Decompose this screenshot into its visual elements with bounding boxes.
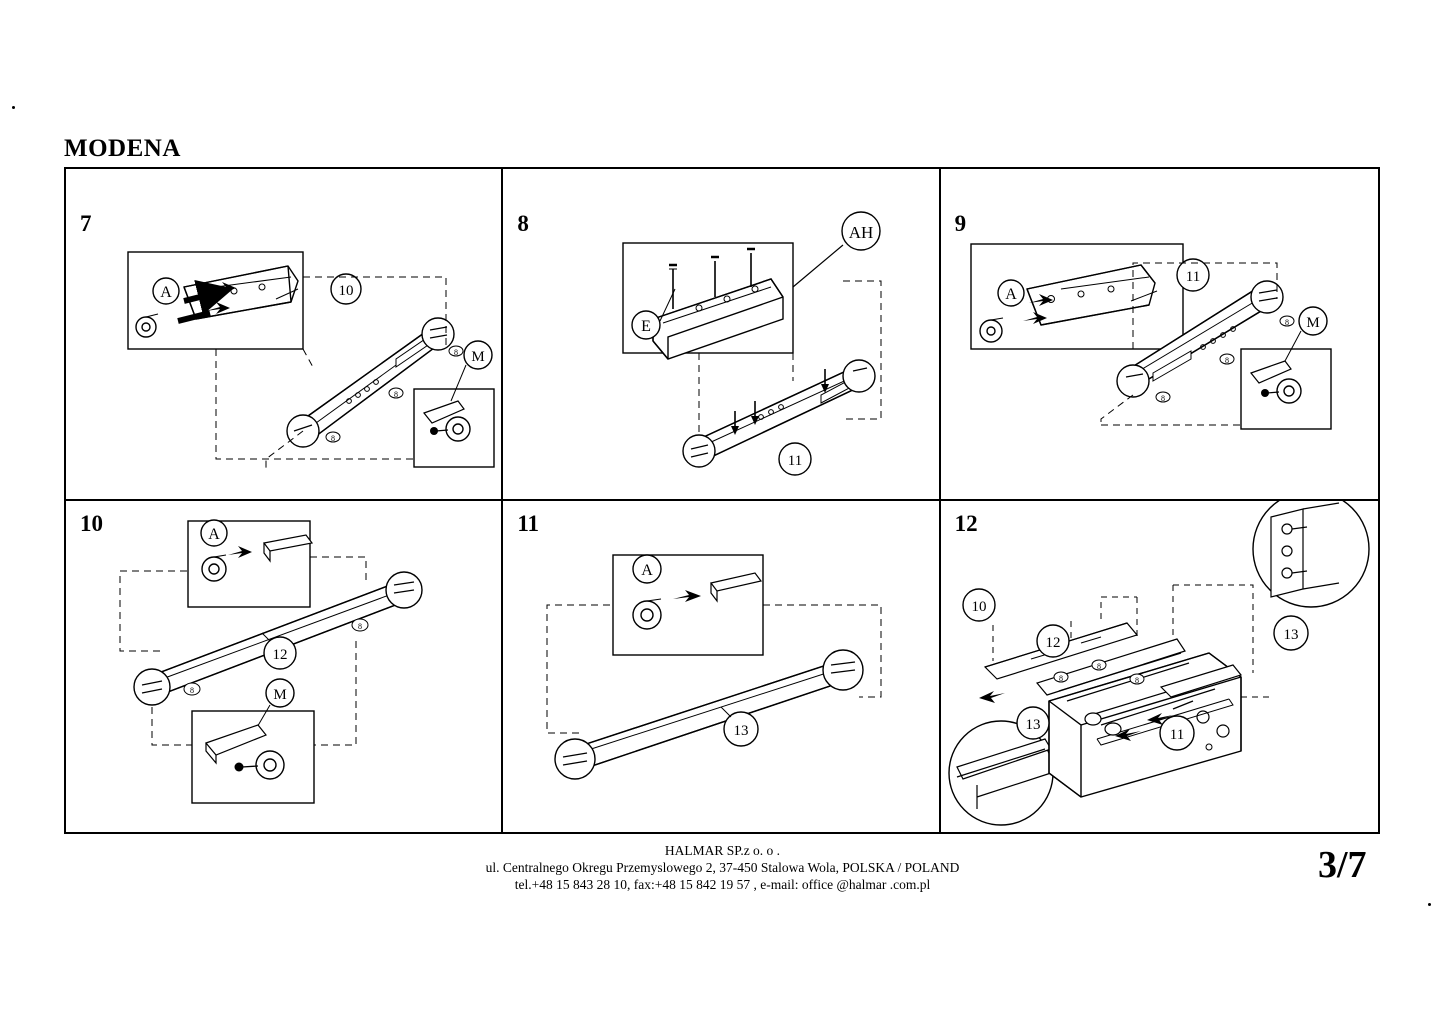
- svg-text:12: 12: [272, 646, 288, 663]
- step-number-12: 12: [954, 510, 978, 536]
- step-number-10: 10: [80, 510, 103, 536]
- step-11-illustration: [503, 501, 938, 833]
- svg-text:12: 12: [1045, 634, 1061, 651]
- svg-text:8: 8: [394, 390, 398, 399]
- step-number-8: 8: [517, 211, 529, 236]
- corner-mark-bottom-right: [1428, 903, 1431, 906]
- svg-text:8: 8: [358, 621, 362, 631]
- step-panel-9: [941, 169, 1378, 501]
- svg-text:A: A: [1004, 286, 1017, 303]
- svg-text:10: 10: [971, 598, 987, 615]
- step-10-illustration: [66, 501, 501, 833]
- svg-text:13: 13: [1283, 626, 1299, 643]
- step-panel-8: [503, 169, 940, 501]
- step-panel-11: [503, 501, 940, 833]
- svg-text:13: 13: [733, 722, 749, 739]
- svg-text:11: 11: [1169, 726, 1184, 743]
- step-number-7: 7: [80, 211, 92, 236]
- step-panel-10: [66, 501, 503, 833]
- step-8-illustration: [503, 169, 938, 499]
- svg-text:8: 8: [1160, 394, 1165, 403]
- svg-text:8: 8: [331, 434, 335, 443]
- footer-company: HALMAR SP.z o. o .: [664, 843, 781, 858]
- svg-text:8: 8: [190, 685, 194, 695]
- page-number: 3/7: [1318, 844, 1367, 886]
- step-9-illustration: [941, 169, 1378, 499]
- svg-text:8: 8: [1096, 661, 1101, 671]
- step-7-illustration: [66, 169, 501, 499]
- svg-text:10: 10: [338, 283, 354, 299]
- footer-address: ul. Centralnego Okregu Przemyslowego 2, 37-450 Stalowa Wola, POLSKA / POLAND: [485, 860, 960, 875]
- step-12-illustration: [941, 501, 1378, 833]
- footer: [0, 842, 1445, 893]
- step-number-9: 9: [954, 211, 967, 236]
- svg-text:M: M: [471, 349, 485, 365]
- svg-text:13: 13: [1025, 716, 1041, 733]
- step-number-11: 11: [517, 510, 540, 536]
- footer-contact: tel.+48 15 843 28 10, fax:+48 15 842 19 57 , e-mail: office @halmar .com.pl: [514, 877, 931, 892]
- svg-text:8: 8: [1058, 673, 1063, 683]
- step-panel-7: [66, 169, 503, 501]
- svg-text:M: M: [273, 686, 287, 703]
- instruction-sheet: [64, 167, 1380, 834]
- svg-text:M: M: [1305, 315, 1320, 331]
- svg-text:A: A: [641, 561, 654, 579]
- page-title: MODENA: [64, 135, 181, 162]
- svg-text:A: A: [160, 284, 172, 301]
- svg-text:8: 8: [1224, 356, 1229, 365]
- svg-text:8: 8: [1134, 675, 1139, 685]
- svg-text:8: 8: [1284, 318, 1289, 327]
- step-panel-12: [941, 501, 1378, 833]
- svg-text:11: 11: [788, 453, 803, 469]
- svg-text:8: 8: [454, 348, 458, 357]
- svg-text:AH: AH: [849, 223, 874, 242]
- svg-text:11: 11: [1185, 269, 1200, 285]
- svg-text:A: A: [208, 525, 220, 543]
- corner-mark-top-left: [12, 106, 15, 109]
- svg-text:E: E: [641, 318, 652, 335]
